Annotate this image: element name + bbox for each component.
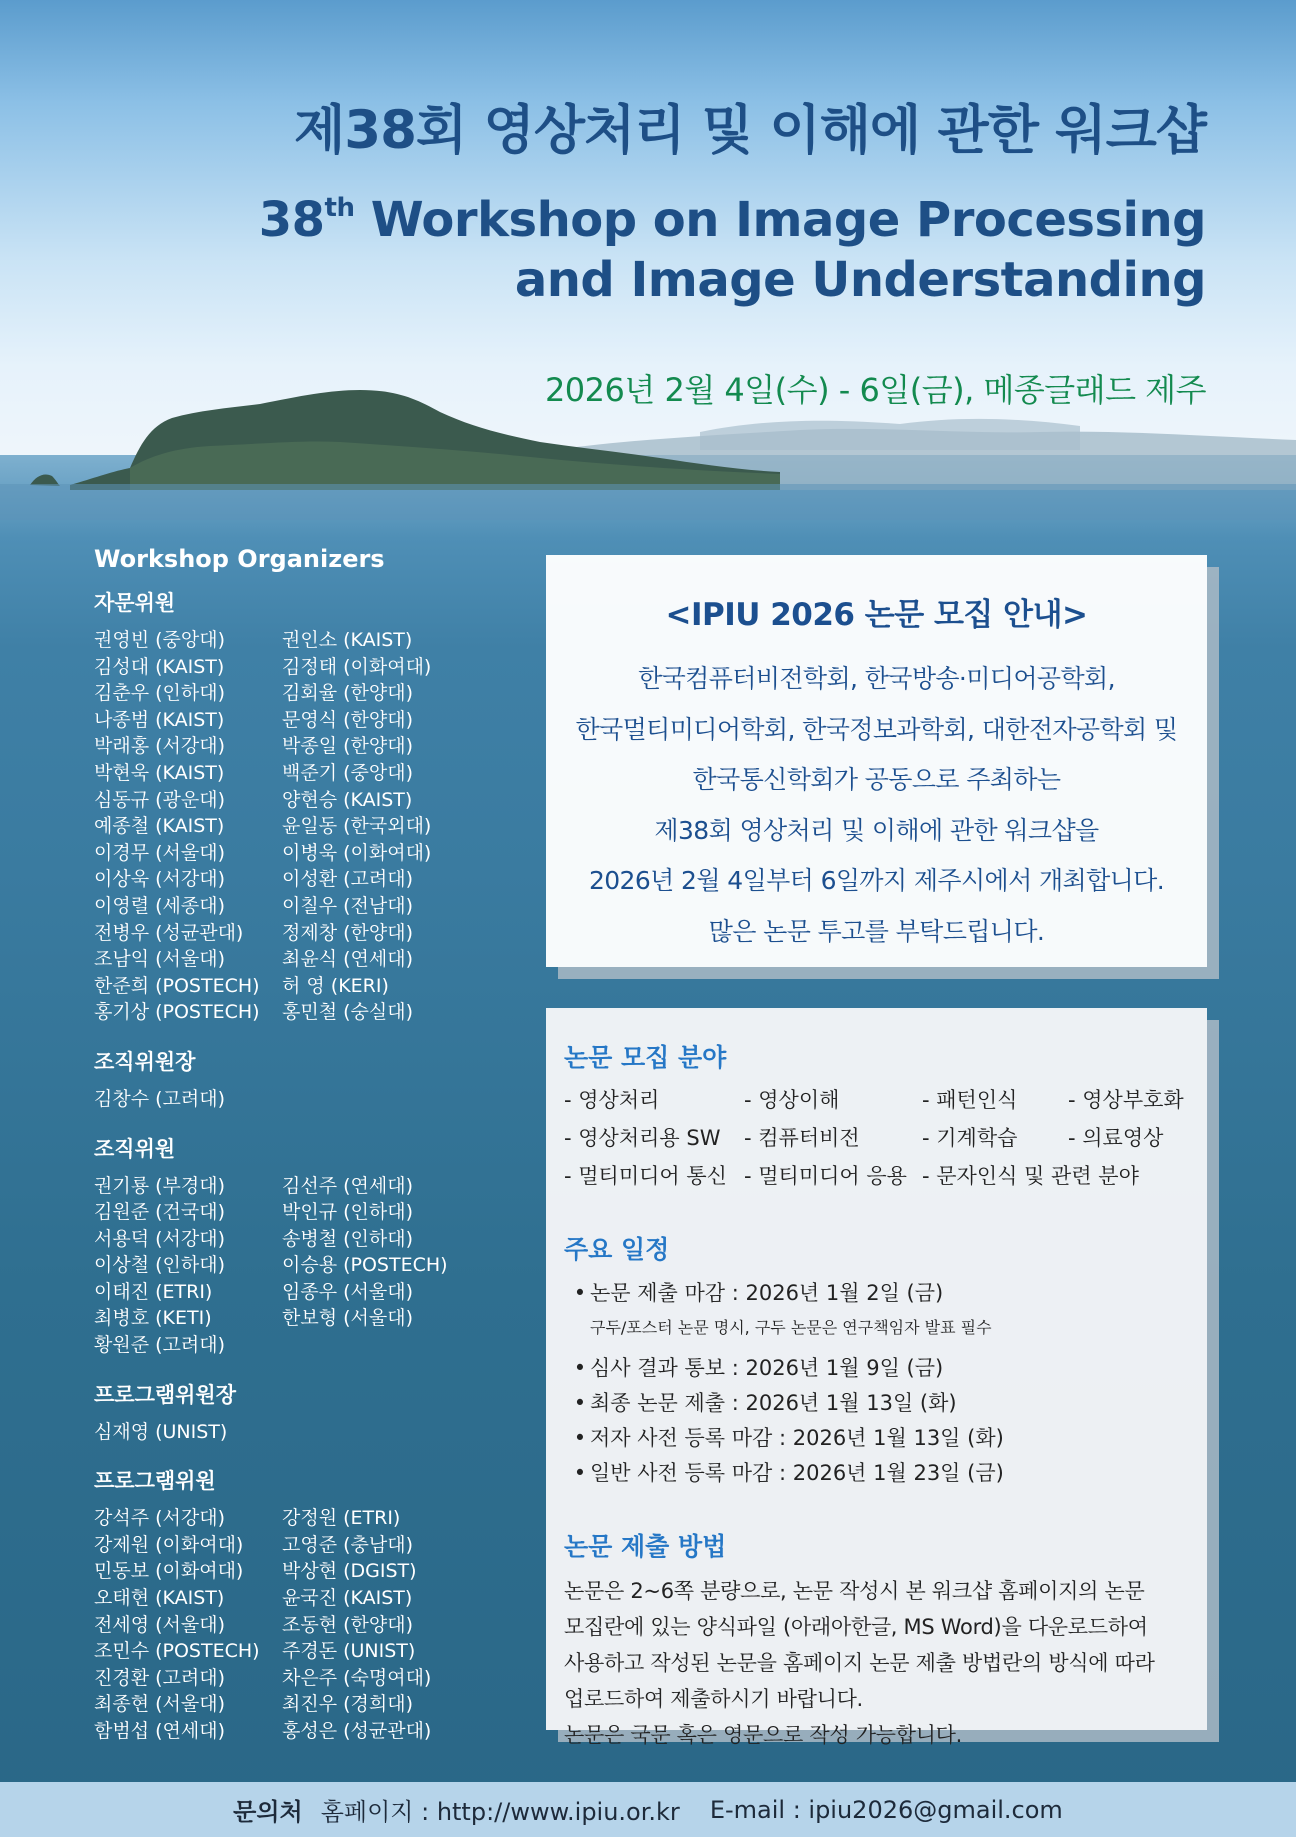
topic-item: - 멀티미디어 응용 xyxy=(744,1164,907,1188)
topic-item: - 영상처리용 SW xyxy=(564,1126,721,1150)
organizer-name: 오태현 (KAIST) xyxy=(94,1587,225,1610)
title-ordinal-suffix: th xyxy=(324,193,355,223)
organizer-name: 전병우 (성균관대) xyxy=(94,921,244,944)
announcement-line: 한국컴퓨터비전학회, 한국방송·미디어공학회, xyxy=(638,664,1115,693)
organizer-name: 홍민철 (숭실대) xyxy=(282,1001,413,1024)
organizer-section-title: 자문위원 xyxy=(94,591,176,615)
organizer-name: 박인규 (인하대) xyxy=(282,1201,413,1224)
schedule-item xyxy=(564,1456,1189,1491)
contact-label: 문의처 xyxy=(233,1798,303,1826)
organizer-name: 서용덕 (서강대) xyxy=(94,1227,225,1250)
schedule-heading: 주요 일정 xyxy=(564,1235,670,1264)
schedule-item xyxy=(564,1276,1189,1311)
organizer-section xyxy=(94,1133,534,1359)
title-edition-number: 38 xyxy=(258,192,325,248)
call-for-papers-box xyxy=(546,1008,1207,1747)
organizer-name: 진경환 (고려대) xyxy=(94,1666,225,1689)
organizer-name: 한준희 (POSTECH) xyxy=(94,974,260,997)
organizer-section-title: 프로그램위원장 xyxy=(94,1382,237,1407)
organizer-name: 조동현 (한양대) xyxy=(282,1613,413,1636)
bullet-icon: • xyxy=(573,1281,587,1305)
organizer-name: 권기룡 (부경대) xyxy=(94,1174,225,1197)
topic-item: - 컴퓨터비전 xyxy=(744,1126,860,1150)
topic-item: - 멀티미디어 통신 xyxy=(564,1164,727,1188)
bullet-icon: • xyxy=(573,1356,587,1380)
organizer-name: 정제창 (한양대) xyxy=(282,921,413,944)
organizer-section-title: 프로그램위원 xyxy=(94,1469,216,1494)
organizer-name: 박현욱 (KAIST) xyxy=(94,761,225,784)
schedule-list xyxy=(564,1276,1189,1491)
organizer-name: 김성대 (KAIST) xyxy=(94,655,225,678)
organizer-name: 이상욱 (서강대) xyxy=(94,868,225,891)
announcement-line: 한국멀티미디어학회, 한국정보과학회, 대한전자공학회 및 xyxy=(575,714,1178,744)
organizer-name: 최병호 (KETI) xyxy=(94,1307,212,1330)
topic-item: - 문자인식 및 관련 분야 xyxy=(922,1164,1139,1188)
schedule-item xyxy=(564,1421,1189,1456)
bullet-icon: • xyxy=(573,1391,587,1415)
announcement-line: 한국통신학회가 공동으로 주최하는 xyxy=(692,765,1061,794)
schedule-item-label: 논문 제출 마감 : 2026년 1월 2일 (금) xyxy=(590,1281,944,1305)
organizer-name: 강제원 (이화여대) xyxy=(94,1533,244,1556)
topic-item: - 영상이해 xyxy=(744,1088,840,1112)
organizer-name: 권영빈 (중앙대) xyxy=(94,629,225,651)
email-link[interactable]: E-mail : ipiu2026@gmail.com xyxy=(709,1795,1063,1824)
topic-item: - 영상부호화 xyxy=(1068,1088,1184,1112)
schedule-item-label: 심사 결과 통보 : 2026년 1월 9일 (금) xyxy=(590,1356,944,1380)
organizer-name: 박종일 (한양대) xyxy=(282,735,413,758)
homepage-link[interactable]: 홈페이지 : http://www.ipiu.or.kr xyxy=(320,1798,680,1826)
submission-method-line: 사용하고 작성된 논문을 홈페이지 논문 제출 방법란의 방식에 따라 xyxy=(564,1651,1155,1675)
organizer-name: 예종철 (KAIST) xyxy=(94,815,225,838)
organizer-name: 조민수 (POSTECH) xyxy=(94,1640,260,1663)
organizer-name: 김회율 (한양대) xyxy=(282,682,413,705)
organizer-name: 고영준 (충남대) xyxy=(282,1533,413,1556)
topic-item: - 의료영상 xyxy=(1068,1126,1164,1150)
organizer-name: 김춘우 (인하대) xyxy=(94,682,225,705)
schedule-item-note: 구두/포스터 논문 명시, 구두 논문은 연구책임자 발표 필수 xyxy=(590,1318,992,1337)
announcement-box xyxy=(546,555,1207,967)
organizer-name: 최종현 (서울대) xyxy=(94,1693,225,1716)
title-english-line2: and Image Understanding xyxy=(514,252,1206,308)
organizer-name: 함범섭 (연세대) xyxy=(94,1720,225,1742)
organizer-name: 송병철 (인하대) xyxy=(282,1227,413,1250)
organizer-name: 임종우 (서울대) xyxy=(282,1280,413,1303)
organizer-names-grid xyxy=(94,1505,534,1744)
organizers-panel xyxy=(94,545,534,1765)
organizer-name: 윤국진 (KAIST) xyxy=(282,1587,413,1610)
organizer-section xyxy=(94,1465,534,1744)
schedule-item-label: 저자 사전 등록 마감 : 2026년 1월 13일 (화) xyxy=(590,1426,1004,1450)
organizer-section xyxy=(94,1379,534,1446)
organizer-name: 최진우 (경희대) xyxy=(282,1693,413,1716)
title-english xyxy=(259,178,1206,310)
organizer-names-grid xyxy=(94,627,534,1026)
schedule-item-label: 최종 논문 제출 : 2026년 1월 13일 (화) xyxy=(590,1391,957,1415)
topic-item: - 패턴인식 xyxy=(922,1088,1018,1112)
contact-footer xyxy=(0,1782,1296,1837)
topic-item: - 영상처리 xyxy=(564,1088,660,1112)
submission-method-line: 논문은 2~6쪽 분량으로, 논문 작성시 본 워크샵 홈페이지의 논문 xyxy=(564,1579,1145,1603)
organizer-name: 이영렬 (세종대) xyxy=(94,894,225,917)
organizer-name: 조남익 (서울대) xyxy=(94,948,225,971)
organizer-section xyxy=(94,1046,534,1113)
organizer-name: 문영식 (한양대) xyxy=(282,708,413,731)
organizer-name: 김창수 (고려대) xyxy=(94,1087,225,1110)
submission-method-line: 업로드하여 제출하시기 바랍니다. xyxy=(564,1687,863,1711)
title-korean: 제38회 영상처리 및 이해에 관한 워크샵 xyxy=(294,100,1206,161)
announcement-line: 제38회 영상처리 및 이해에 관한 워크샵을 xyxy=(654,815,1099,845)
organizer-name: 전세영 (서울대) xyxy=(94,1613,225,1636)
organizer-name: 홍기상 (POSTECH) xyxy=(94,1001,260,1024)
organizer-name: 박래홍 (서강대) xyxy=(94,735,225,758)
organizer-name: 황원준 (고려대) xyxy=(94,1334,225,1357)
organizer-name: 주경돈 (UNIST) xyxy=(282,1640,416,1663)
organizer-name: 이성환 (고려대) xyxy=(282,868,413,891)
announcement-body xyxy=(546,654,1207,957)
announcement-title: <IPIU 2026 논문 모집 안내> xyxy=(665,597,1088,633)
organizer-name: 김원준 (건국대) xyxy=(94,1201,225,1224)
submission-method-text xyxy=(564,1573,1189,1753)
organizer-section-title: 조직위원 xyxy=(94,1136,176,1161)
organizer-name: 이경무 (서울대) xyxy=(94,841,225,864)
bullet-icon: • xyxy=(573,1461,587,1485)
submission-method-heading: 논문 제출 방법 xyxy=(564,1532,727,1561)
topic-item: - 기계학습 xyxy=(922,1126,1018,1150)
topics-heading: 논문 모집 분야 xyxy=(564,1043,727,1072)
organizer-name: 허 영 (KERI) xyxy=(282,974,389,997)
organizer-name: 이태진 (ETRI) xyxy=(94,1280,213,1303)
event-date-venue: 2026년 2월 4일(수) - 6일(금), 메종글래드 제주 xyxy=(544,371,1206,409)
organizer-name: 홍성은 (성균관대) xyxy=(282,1720,432,1742)
schedule-item xyxy=(564,1386,1189,1421)
schedule-item xyxy=(564,1351,1189,1386)
organizer-name: 강정원 (ETRI) xyxy=(282,1507,401,1530)
organizer-name: 강석주 (서강대) xyxy=(94,1507,225,1530)
organizer-name: 최윤식 (연세대) xyxy=(282,948,413,971)
schedule-item-label: 일반 사전 등록 마감 : 2026년 1월 23일 (금) xyxy=(590,1461,1004,1485)
organizer-names-grid xyxy=(94,1173,534,1359)
announcement-line: 많은 논문 투고를 부탁드립니다. xyxy=(708,916,1045,946)
organizer-name: 심재영 (UNIST) xyxy=(94,1420,228,1443)
organizer-name: 박상현 (DGIST) xyxy=(282,1560,417,1583)
organizer-name: 이승용 (POSTECH) xyxy=(282,1254,448,1277)
organizer-name: 민동보 (이화여대) xyxy=(94,1560,244,1583)
organizer-name: 나종범 (KAIST) xyxy=(94,708,225,731)
organizer-names-grid xyxy=(94,1086,534,1113)
organizer-name: 권인소 (KAIST) xyxy=(282,629,413,651)
organizer-section-title: 조직위원장 xyxy=(94,1049,196,1074)
title-english-line1 xyxy=(259,178,1206,250)
organizer-name: 양현승 (KAIST) xyxy=(282,788,413,811)
submission-method-line: 논문은 국문 혹은 영문으로 작성 가능합니다. xyxy=(564,1723,962,1747)
submission-method-line: 모집란에 있는 양식파일 (아래아한글, MS Word)을 다운로드하여 xyxy=(564,1615,1148,1639)
organizer-name: 한보형 (서울대) xyxy=(282,1307,413,1330)
organizer-name: 백준기 (중앙대) xyxy=(282,761,413,784)
organizer-name: 김선주 (연세대) xyxy=(282,1174,413,1197)
organizer-name: 김정태 (이화여대) xyxy=(282,655,432,678)
organizer-section xyxy=(94,587,534,1026)
title-english-line1-rest: Workshop on Image Processing xyxy=(354,192,1206,248)
topics-list xyxy=(564,1084,1189,1190)
organizer-name: 이칠우 (전남대) xyxy=(282,894,413,917)
organizer-name: 차은주 (숙명여대) xyxy=(282,1666,432,1689)
bullet-icon: • xyxy=(573,1426,587,1450)
organizer-name: 심동규 (광운대) xyxy=(94,788,225,811)
organizer-names-grid xyxy=(94,1419,534,1446)
organizer-name: 윤일동 (한국외대) xyxy=(282,815,432,838)
organizer-sections xyxy=(94,587,534,1745)
organizers-heading: Workshop Organizers xyxy=(94,545,385,573)
organizer-name: 이상철 (인하대) xyxy=(94,1254,225,1277)
announcement-line: 2026년 2월 4일부터 6일까지 제주시에서 개최합니다. xyxy=(588,866,1165,895)
organizer-name: 이병욱 (이화여대) xyxy=(282,841,432,864)
